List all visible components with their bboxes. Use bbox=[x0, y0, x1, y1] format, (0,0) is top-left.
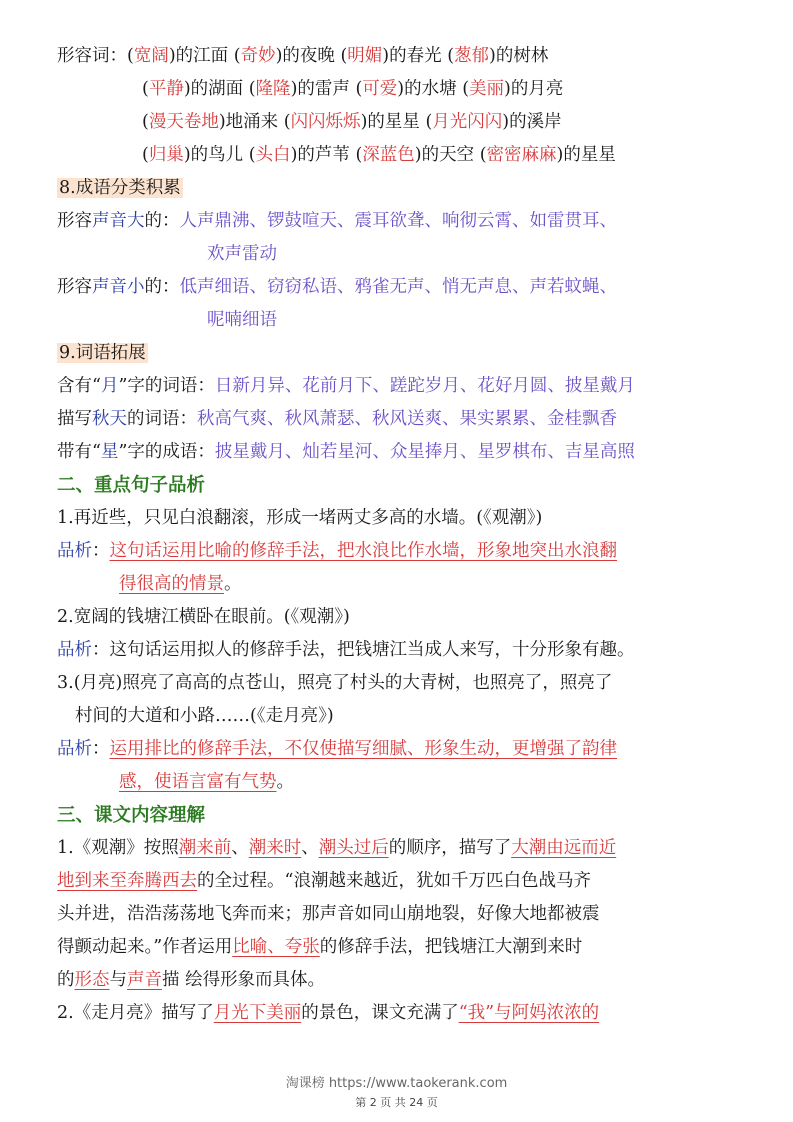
sentence-3-line-2: 村间的大道和小路……(《走月亮》) bbox=[75, 706, 334, 726]
idiom-soft-line-2: 呢喃细语 bbox=[207, 310, 277, 330]
expand-section-title: 9.词语拓展 bbox=[59, 343, 146, 363]
analysis-3-line-1: 品析：运用排比的修辞手法，不仅使描写细腻、形象生动，更增强了韵律 bbox=[57, 739, 617, 759]
content-p1-line-1: 1.《观潮》按照潮来前、潮来时、潮头过后的顺序，描写了大潮由远而近 bbox=[57, 838, 617, 858]
analysis-2: 品析：这句话运用拟人的修辞手法，把钱塘江当成人来写，十分形象有趣。 bbox=[57, 640, 635, 660]
adj-row-2: (平静)的湖面 (隆隆)的雷声 (可爱)的水塘 (美丽)的月亮 bbox=[142, 79, 564, 99]
analysis-3-line-2: 感，使语言富有气势。 bbox=[119, 772, 294, 792]
adj-row-1: 形容词：(宽阔)的江面 (奇妙)的夜晚 (明媚)的春光 (葱郁)的树林 bbox=[57, 46, 549, 66]
idiom-loud-line-2: 欢声雷动 bbox=[207, 244, 277, 264]
idiom-loud-line-1: 形容声音大的：人声鼎沸、锣鼓喧天、震耳欲聋、响彻云霄、如雷贯耳、 bbox=[57, 211, 617, 231]
sentences-title: 二、重点句子品析 bbox=[57, 475, 206, 496]
expand-star: 带有“星”字的成语：披星戴月、灿若星河、众星捧月、星罗棋布、吉星高照 bbox=[57, 442, 635, 462]
sentence-2: 2.宽阔的钱塘江横卧在眼前。(《观潮》) bbox=[57, 607, 350, 627]
content-p2-line-1: 2.《走月亮》描写了月光下美丽的景色，课文充满了“我”与阿妈浓浓的 bbox=[57, 1003, 600, 1023]
expand-moon: 含有“月”字的词语：日新月异、花前月下、蹉跎岁月、花好月圆、披星戴月 bbox=[57, 376, 635, 396]
sentence-3-line-1: 3.(月亮)照亮了高高的点苍山，照亮了村头的大青树，也照亮了，照亮了 bbox=[57, 673, 613, 693]
content-p1-line-5: 的形态与声音描 绘得形象而具体。 bbox=[57, 970, 326, 990]
adj-row-4: (归巢)的鸟儿 (头白)的芦苇 (深蓝色)的天空 (密密麻麻)的星星 bbox=[142, 145, 616, 165]
footer-site: 淘课榜 https://www.taokerank.com bbox=[285, 1076, 508, 1091]
idiom-soft-line-1: 形容声音小的：低声细语、窃窃私语、鸦雀无声、悄无声息、声若蚊蝇、 bbox=[57, 277, 617, 297]
adj-label: 形容词： bbox=[57, 46, 127, 66]
idiom-section-title: 8.成语分类积累 bbox=[59, 178, 181, 198]
sentence-1: 1.再近些，只见白浪翻滚，形成一堵两丈多高的水墙。(《观潮》) bbox=[57, 508, 543, 528]
footer-page-number: 第 2 页 共 24 页 bbox=[355, 1096, 438, 1109]
content-title: 三、课文内容理解 bbox=[57, 805, 206, 826]
page bbox=[57, 40, 747, 1030]
content-p1-line-3: 头并进，浩浩荡荡地飞奔而来；那声音如同山崩地裂，好像大地都被震 bbox=[57, 904, 600, 924]
content-p1-line-2: 地到来至奔腾西去的全过程。“浪潮越来越近，犹如千万匹白色战马齐 bbox=[57, 871, 591, 891]
analysis-1-line-2: 得很高的情景。 bbox=[119, 574, 242, 594]
content-p1-line-4: 得颤动起来。”作者运用比喻、夸张的修辞手法，把钱塘江大潮到来时 bbox=[57, 937, 583, 957]
expand-autumn: 描写秋天的词语：秋高气爽、秋风萧瑟、秋风送爽、果实累累、金桂飘香 bbox=[57, 409, 617, 429]
analysis-1-line-1: 品析：这句话运用比喻的修辞手法，把水浪比作水墙，形象地突出水浪翻 bbox=[57, 541, 617, 561]
adj-row-3: (漫天卷地)地涌来 (闪闪烁烁)的星星 (月光闪闪)的溪岸 bbox=[142, 112, 562, 132]
